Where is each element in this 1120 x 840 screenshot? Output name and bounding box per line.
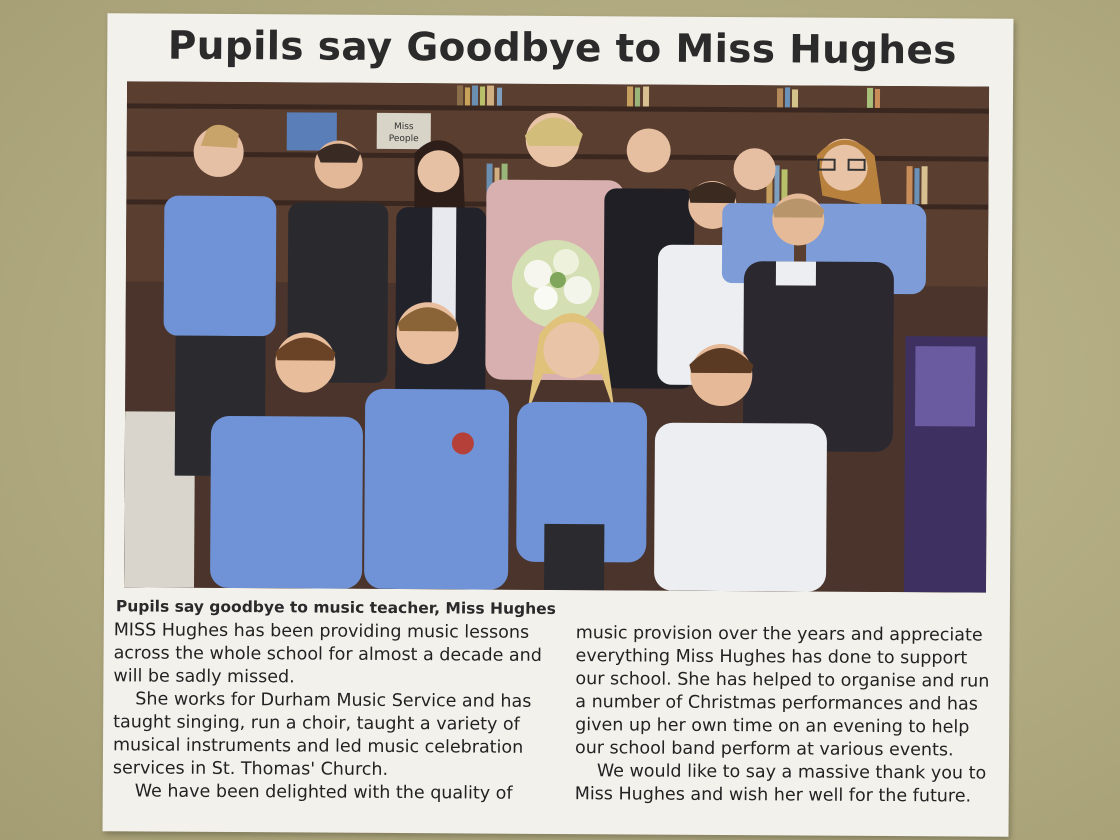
class-photo-illustration [124, 81, 989, 592]
newspaper-clipping [103, 13, 1014, 837]
class-photo [124, 81, 989, 592]
headline: Pupils say Goodbye to Miss Hughes [167, 23, 957, 74]
article-column-right [575, 622, 994, 809]
svg-text:People: People [388, 133, 419, 145]
article-paragraph: We would like to say a massive thank you to Miss Hughes and wish her well for the future. [574, 761, 987, 807]
article-paragraph: She works for Durham Music Service and has taught singing, run a choir, taught a variety of musical instruments and led music celebration services in St. Thomas' Church. [112, 689, 532, 780]
article-column-left [113, 619, 554, 806]
school-badge [452, 432, 474, 454]
wall-sign-text: Miss [393, 121, 414, 133]
photo-caption: Pupils say goodbye to music teacher, Miss Hughes [115, 597, 556, 618]
article-paragraph: MISS Hughes has been providing music lessons across the whole school for almost a decade and will be sadly missed. [113, 620, 542, 688]
article-paragraph: music provision over the years and appreciate everything Miss Hughes has done to support our school. She has helped to organise and run a number of Christmas performances and has given up her own time on an evening to help our school band perform at various events. [574, 623, 990, 761]
purple-chair [915, 346, 975, 426]
article-paragraph: We have been delighted with the quality of [134, 781, 513, 804]
